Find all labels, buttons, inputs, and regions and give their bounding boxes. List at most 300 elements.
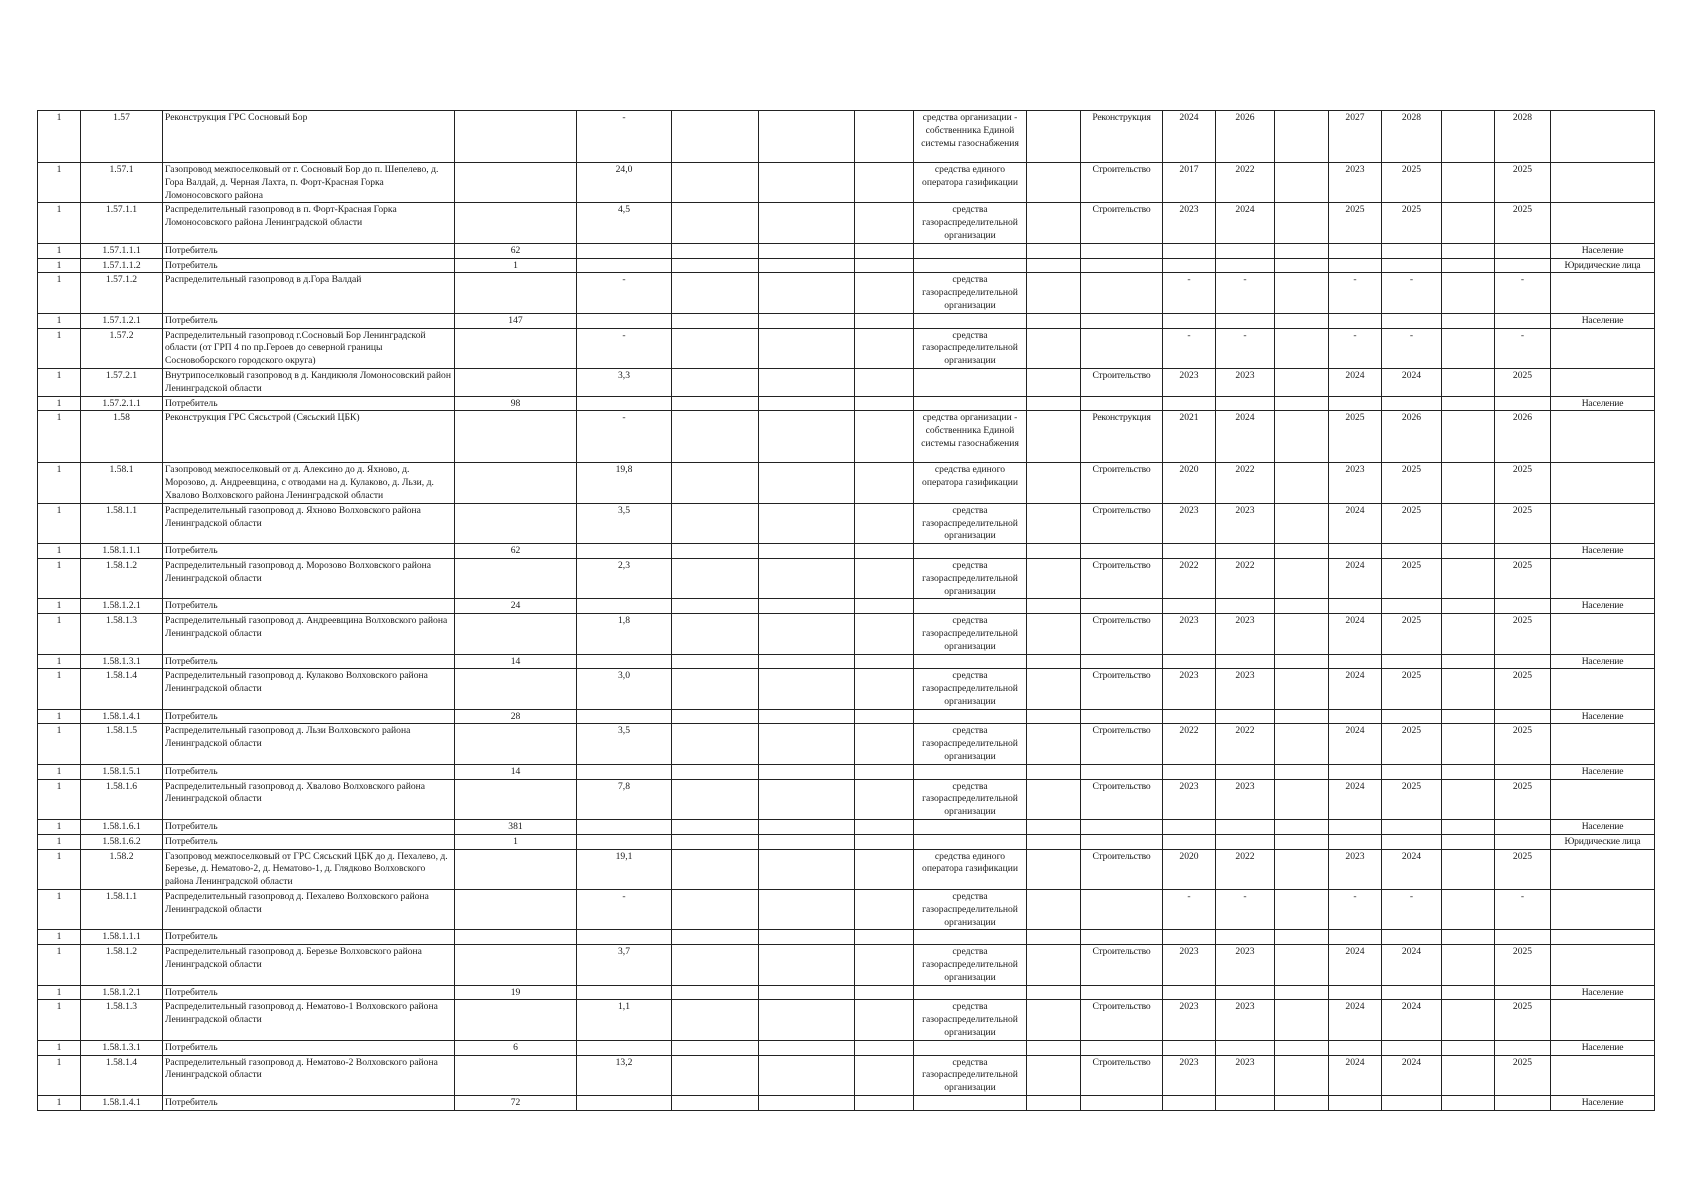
table-row [38, 779, 1655, 819]
col-consumers-cell [455, 503, 577, 543]
col-year-4-cell [1382, 985, 1442, 1000]
col-empty-10-cell [1027, 820, 1081, 835]
col-work-type-cell [1081, 1040, 1163, 1055]
col-consumer-type-cell: Население [1551, 764, 1655, 779]
col-year-1-cell: 2021 [1163, 411, 1216, 463]
col-empty-14-cell [1275, 411, 1329, 463]
col-empty-6-cell [672, 1055, 759, 1095]
col-year-3-cell: 2024 [1329, 1055, 1382, 1095]
table-row [38, 669, 1655, 709]
table-row [38, 724, 1655, 764]
col-name-cell: Газопровод межпоселковый от г. Сосновый Бор до п. Шепелево, д. Гора Валдай, д. Черная Лахта, п. Форт-Красная Горка Ломоносовского района [163, 163, 455, 203]
col-name-cell: Распределительный газопровод в д.Гора Валдай [163, 273, 455, 313]
col-code-cell: 1.58.1.4.1 [81, 709, 163, 724]
table-row [38, 1000, 1655, 1040]
col-year-2-cell: 2022 [1216, 463, 1275, 503]
col-empty-8-cell [855, 111, 914, 163]
col-year-2-cell: - [1216, 273, 1275, 313]
col-year-3-cell [1329, 709, 1382, 724]
col-name-cell: Внутрипоселковый газопровод в д. Кандикюля Ломоносовский район Ленинградской области [163, 368, 455, 396]
col-empty-8-cell [855, 328, 914, 368]
col-work-type-cell [1081, 544, 1163, 559]
col-empty-17-cell [1442, 258, 1495, 273]
col-empty-10-cell [1027, 985, 1081, 1000]
col-empty-17-cell [1442, 1000, 1495, 1040]
col-consumers-cell: 14 [455, 654, 577, 669]
col-length-cell: 4,5 [577, 203, 672, 243]
col-year-3-cell [1329, 313, 1382, 328]
col-empty-10-cell [1027, 930, 1081, 945]
col-year-3-cell [1329, 544, 1382, 559]
col-consumers-cell [455, 163, 577, 203]
col-consumer-type-cell [1551, 779, 1655, 819]
col-index-cell: 1 [38, 820, 81, 835]
col-year-5-cell: 2025 [1495, 203, 1551, 243]
col-consumers-cell [455, 463, 577, 503]
col-funding-cell: средства единого оператора газификации [914, 163, 1027, 203]
col-index-cell: 1 [38, 503, 81, 543]
col-empty-7-cell [759, 849, 855, 889]
col-name-cell: Распределительный газопровод д. Яхново Волховского района Ленинградской области [163, 503, 455, 543]
col-consumers-cell [455, 368, 577, 396]
col-year-5-cell [1495, 243, 1551, 258]
col-name-cell: Распределительный газопровод д. Льзи Волховского района Ленинградской области [163, 724, 455, 764]
col-empty-7-cell [759, 558, 855, 598]
col-name-cell: Потребитель [163, 599, 455, 614]
col-year-4-cell: 2025 [1382, 779, 1442, 819]
col-name-cell: Потребитель [163, 654, 455, 669]
col-year-5-cell: 2025 [1495, 463, 1551, 503]
col-empty-14-cell [1275, 111, 1329, 163]
col-empty-10-cell [1027, 273, 1081, 313]
col-code-cell: 1.58.1.2.1 [81, 599, 163, 614]
col-consumer-type-cell [1551, 463, 1655, 503]
col-consumers-cell [455, 203, 577, 243]
col-empty-6-cell [672, 313, 759, 328]
col-length-cell [577, 834, 672, 849]
col-code-cell: 1.58.1 [81, 463, 163, 503]
col-year-2-cell: 2022 [1216, 163, 1275, 203]
col-empty-17-cell [1442, 313, 1495, 328]
col-year-2-cell: 2023 [1216, 1055, 1275, 1095]
col-empty-10-cell [1027, 558, 1081, 598]
col-empty-6-cell [672, 654, 759, 669]
table-row [38, 463, 1655, 503]
table-row [38, 313, 1655, 328]
col-year-5-cell [1495, 1040, 1551, 1055]
col-empty-14-cell [1275, 779, 1329, 819]
col-year-3-cell: - [1329, 273, 1382, 313]
col-empty-17-cell [1442, 1055, 1495, 1095]
col-name-cell: Распределительный газопровод в п. Форт-Красная Горка Ломоносовского района Ленинградской области [163, 203, 455, 243]
col-code-cell: 1.58.1.4 [81, 1055, 163, 1095]
col-year-4-cell: 2025 [1382, 163, 1442, 203]
col-work-type-cell: Строительство [1081, 614, 1163, 654]
col-empty-14-cell [1275, 313, 1329, 328]
col-empty-17-cell [1442, 709, 1495, 724]
col-year-1-cell: 2023 [1163, 669, 1216, 709]
col-name-cell: Распределительный газопровод д. Кулаково Волховского района Ленинградской области [163, 669, 455, 709]
col-year-2-cell [1216, 243, 1275, 258]
col-empty-14-cell [1275, 834, 1329, 849]
col-year-1-cell [1163, 1096, 1216, 1111]
col-year-4-cell [1382, 930, 1442, 945]
col-year-5-cell: 2025 [1495, 779, 1551, 819]
col-name-cell: Распределительный газопровод д. Морозово Волховского района Ленинградской области [163, 558, 455, 598]
col-year-1-cell: 2023 [1163, 203, 1216, 243]
col-empty-8-cell [855, 411, 914, 463]
col-year-4-cell [1382, 764, 1442, 779]
col-year-3-cell: 2024 [1329, 614, 1382, 654]
col-name-cell: Реконструкция ГРС Сясьстрой (Сясьский ЦБК) [163, 411, 455, 463]
col-empty-7-cell [759, 834, 855, 849]
col-empty-14-cell [1275, 985, 1329, 1000]
col-empty-7-cell [759, 945, 855, 985]
col-year-1-cell [1163, 930, 1216, 945]
table-row [38, 163, 1655, 203]
col-year-1-cell: 2017 [1163, 163, 1216, 203]
col-length-cell: - [577, 411, 672, 463]
col-year-4-cell: 2025 [1382, 724, 1442, 764]
col-empty-14-cell [1275, 654, 1329, 669]
col-length-cell: - [577, 890, 672, 930]
col-consumers-cell [455, 724, 577, 764]
col-consumer-type-cell: Население [1551, 243, 1655, 258]
col-year-4-cell [1382, 820, 1442, 835]
col-funding-cell [914, 313, 1027, 328]
col-name-cell: Потребитель [163, 930, 455, 945]
col-length-cell: 3,7 [577, 945, 672, 985]
col-code-cell: 1.57.1.1.2 [81, 258, 163, 273]
col-year-5-cell: 2025 [1495, 368, 1551, 396]
col-year-1-cell: 2022 [1163, 558, 1216, 598]
col-empty-7-cell [759, 820, 855, 835]
col-empty-17-cell [1442, 599, 1495, 614]
col-year-2-cell: - [1216, 328, 1275, 368]
col-year-4-cell [1382, 599, 1442, 614]
table-row [38, 945, 1655, 985]
col-empty-8-cell [855, 724, 914, 764]
col-work-type-cell [1081, 313, 1163, 328]
col-consumer-type-cell [1551, 558, 1655, 598]
col-empty-7-cell [759, 544, 855, 559]
col-year-4-cell [1382, 313, 1442, 328]
col-funding-cell [914, 709, 1027, 724]
col-empty-6-cell [672, 930, 759, 945]
col-index-cell: 1 [38, 368, 81, 396]
col-year-2-cell: 2023 [1216, 503, 1275, 543]
col-code-cell: 1.58.1.1 [81, 890, 163, 930]
col-empty-14-cell [1275, 1000, 1329, 1040]
col-funding-cell [914, 243, 1027, 258]
col-year-4-cell: 2024 [1382, 945, 1442, 985]
col-empty-6-cell [672, 203, 759, 243]
col-index-cell: 1 [38, 930, 81, 945]
col-consumers-cell [455, 614, 577, 654]
col-work-type-cell: Строительство [1081, 503, 1163, 543]
col-empty-17-cell [1442, 368, 1495, 396]
col-year-2-cell [1216, 654, 1275, 669]
col-empty-14-cell [1275, 709, 1329, 724]
col-year-5-cell: 2025 [1495, 503, 1551, 543]
col-work-type-cell: Строительство [1081, 945, 1163, 985]
col-year-1-cell [1163, 820, 1216, 835]
col-empty-14-cell [1275, 463, 1329, 503]
col-empty-14-cell [1275, 203, 1329, 243]
col-year-2-cell: 2023 [1216, 368, 1275, 396]
col-empty-7-cell [759, 654, 855, 669]
col-year-2-cell [1216, 834, 1275, 849]
col-funding-cell: средства единого оператора газификации [914, 849, 1027, 889]
col-funding-cell: средства организации - собственника Единой системы газоснабжения [914, 111, 1027, 163]
col-empty-7-cell [759, 328, 855, 368]
col-year-5-cell: 2025 [1495, 849, 1551, 889]
col-index-cell: 1 [38, 203, 81, 243]
col-code-cell: 1.58.1.1.1 [81, 930, 163, 945]
col-name-cell: Потребитель [163, 243, 455, 258]
col-consumers-cell [455, 111, 577, 163]
col-consumers-cell [455, 328, 577, 368]
col-empty-7-cell [759, 779, 855, 819]
col-year-5-cell: 2025 [1495, 1055, 1551, 1095]
col-year-2-cell [1216, 764, 1275, 779]
col-consumer-type-cell: Население [1551, 599, 1655, 614]
col-index-cell: 1 [38, 945, 81, 985]
col-year-2-cell [1216, 313, 1275, 328]
col-index-cell: 1 [38, 709, 81, 724]
col-name-cell: Потребитель [163, 709, 455, 724]
table-row [38, 368, 1655, 396]
col-empty-14-cell [1275, 368, 1329, 396]
col-empty-6-cell [672, 411, 759, 463]
col-year-2-cell [1216, 1096, 1275, 1111]
table-row [38, 1040, 1655, 1055]
col-length-cell [577, 243, 672, 258]
col-index-cell: 1 [38, 1096, 81, 1111]
col-year-1-cell [1163, 985, 1216, 1000]
col-name-cell: Реконструкция ГРС Сосновый Бор [163, 111, 455, 163]
col-length-cell: 19,8 [577, 463, 672, 503]
col-consumers-cell [455, 558, 577, 598]
col-empty-14-cell [1275, 764, 1329, 779]
col-consumer-type-cell [1551, 411, 1655, 463]
col-empty-10-cell [1027, 328, 1081, 368]
col-year-3-cell [1329, 258, 1382, 273]
col-empty-17-cell [1442, 985, 1495, 1000]
col-year-3-cell: 2024 [1329, 669, 1382, 709]
col-index-cell: 1 [38, 599, 81, 614]
col-length-cell [577, 313, 672, 328]
col-year-4-cell: 2024 [1382, 368, 1442, 396]
col-funding-cell: средства газораспределительной организации [914, 945, 1027, 985]
col-consumer-type-cell: Юридические лица [1551, 834, 1655, 849]
table-row [38, 328, 1655, 368]
col-empty-17-cell [1442, 273, 1495, 313]
col-empty-10-cell [1027, 111, 1081, 163]
col-work-type-cell [1081, 930, 1163, 945]
col-empty-6-cell [672, 1096, 759, 1111]
col-index-cell: 1 [38, 654, 81, 669]
col-code-cell: 1.58.1.4 [81, 669, 163, 709]
col-code-cell: 1.58.1.6.1 [81, 820, 163, 835]
col-funding-cell: средства газораспределительной организации [914, 503, 1027, 543]
col-year-5-cell [1495, 985, 1551, 1000]
col-code-cell: 1.58.1.3 [81, 614, 163, 654]
col-length-cell: - [577, 328, 672, 368]
col-funding-cell: средства газораспределительной организации [914, 558, 1027, 598]
col-empty-6-cell [672, 368, 759, 396]
col-code-cell: 1.58.1.1 [81, 503, 163, 543]
col-empty-17-cell [1442, 111, 1495, 163]
col-index-cell: 1 [38, 243, 81, 258]
col-length-cell [577, 820, 672, 835]
col-empty-8-cell [855, 243, 914, 258]
col-year-5-cell: 2025 [1495, 163, 1551, 203]
col-empty-7-cell [759, 1040, 855, 1055]
col-consumers-cell: 19 [455, 985, 577, 1000]
col-year-4-cell [1382, 1040, 1442, 1055]
col-year-3-cell: - [1329, 890, 1382, 930]
col-year-2-cell: 2024 [1216, 411, 1275, 463]
col-year-1-cell: 2023 [1163, 1055, 1216, 1095]
col-consumer-type-cell [1551, 724, 1655, 764]
col-consumer-type-cell: Население [1551, 985, 1655, 1000]
col-consumers-cell: 72 [455, 1096, 577, 1111]
table-row [38, 654, 1655, 669]
table-row [38, 203, 1655, 243]
table-row [38, 273, 1655, 313]
col-year-4-cell: 2026 [1382, 411, 1442, 463]
col-funding-cell [914, 258, 1027, 273]
col-length-cell [577, 764, 672, 779]
col-consumer-type-cell [1551, 368, 1655, 396]
table-row [38, 243, 1655, 258]
col-year-3-cell [1329, 820, 1382, 835]
col-year-4-cell: 2025 [1382, 669, 1442, 709]
col-empty-7-cell [759, 1055, 855, 1095]
col-length-cell: 2,3 [577, 558, 672, 598]
col-funding-cell [914, 396, 1027, 411]
col-year-3-cell: 2024 [1329, 779, 1382, 819]
col-consumer-type-cell: Население [1551, 544, 1655, 559]
col-year-5-cell [1495, 834, 1551, 849]
col-length-cell: 3,5 [577, 503, 672, 543]
col-year-2-cell [1216, 985, 1275, 1000]
col-code-cell: 1.57.1.1 [81, 203, 163, 243]
col-year-3-cell [1329, 764, 1382, 779]
col-consumers-cell: 14 [455, 764, 577, 779]
col-funding-cell [914, 654, 1027, 669]
col-empty-17-cell [1442, 834, 1495, 849]
col-empty-10-cell [1027, 1040, 1081, 1055]
col-name-cell: Потребитель [163, 1040, 455, 1055]
col-empty-10-cell [1027, 503, 1081, 543]
col-name-cell: Газопровод межпоселковый от д. Алексино до д. Яхново, д. Морозово, д. Андреевщина, с отводами на д. Кулаково, д. Льзи, д. Хвалово Волховского района Ленинградской области [163, 463, 455, 503]
col-year-5-cell: - [1495, 890, 1551, 930]
col-index-cell: 1 [38, 764, 81, 779]
col-year-2-cell: 2023 [1216, 1000, 1275, 1040]
col-empty-10-cell [1027, 463, 1081, 503]
col-empty-8-cell [855, 163, 914, 203]
col-year-1-cell: 2023 [1163, 1000, 1216, 1040]
col-index-cell: 1 [38, 1055, 81, 1095]
col-work-type-cell [1081, 243, 1163, 258]
col-empty-10-cell [1027, 654, 1081, 669]
col-empty-6-cell [672, 709, 759, 724]
col-empty-17-cell [1442, 945, 1495, 985]
col-work-type-cell: Реконструкция [1081, 111, 1163, 163]
col-year-1-cell: - [1163, 273, 1216, 313]
col-empty-8-cell [855, 1055, 914, 1095]
col-empty-8-cell [855, 544, 914, 559]
col-consumers-cell [455, 1055, 577, 1095]
col-code-cell: 1.58.1.6 [81, 779, 163, 819]
col-funding-cell: средства газораспределительной организации [914, 1055, 1027, 1095]
table-row [38, 411, 1655, 463]
col-year-2-cell: - [1216, 890, 1275, 930]
col-length-cell [577, 930, 672, 945]
col-code-cell: 1.58.1.6.2 [81, 834, 163, 849]
col-length-cell [577, 258, 672, 273]
col-year-5-cell [1495, 544, 1551, 559]
table-row [38, 544, 1655, 559]
col-empty-10-cell [1027, 1096, 1081, 1111]
col-year-3-cell [1329, 243, 1382, 258]
col-empty-8-cell [855, 273, 914, 313]
col-empty-8-cell [855, 669, 914, 709]
col-empty-14-cell [1275, 890, 1329, 930]
col-empty-10-cell [1027, 258, 1081, 273]
col-empty-6-cell [672, 724, 759, 764]
col-year-4-cell: 2024 [1382, 1055, 1442, 1095]
col-length-cell: 19,1 [577, 849, 672, 889]
table-row [38, 890, 1655, 930]
col-empty-6-cell [672, 985, 759, 1000]
col-empty-6-cell [672, 463, 759, 503]
col-empty-7-cell [759, 503, 855, 543]
col-funding-cell [914, 599, 1027, 614]
col-name-cell: Распределительный газопровод д. Хвалово Волховского района Ленинградской области [163, 779, 455, 819]
col-year-2-cell [1216, 709, 1275, 724]
col-length-cell [577, 985, 672, 1000]
col-funding-cell: средства газораспределительной организации [914, 779, 1027, 819]
col-code-cell: 1.58.1.5.1 [81, 764, 163, 779]
col-funding-cell: средства газораспределительной организации [914, 669, 1027, 709]
col-length-cell: 24,0 [577, 163, 672, 203]
col-empty-10-cell [1027, 890, 1081, 930]
col-empty-6-cell [672, 243, 759, 258]
col-empty-14-cell [1275, 396, 1329, 411]
col-work-type-cell [1081, 820, 1163, 835]
col-funding-cell [914, 764, 1027, 779]
col-empty-8-cell [855, 890, 914, 930]
col-empty-14-cell [1275, 1040, 1329, 1055]
col-funding-cell: средства газораспределительной организации [914, 614, 1027, 654]
table-row [38, 258, 1655, 273]
col-name-cell: Потребитель [163, 313, 455, 328]
col-empty-14-cell [1275, 614, 1329, 654]
col-code-cell: 1.58.1.2.1 [81, 985, 163, 1000]
col-empty-10-cell [1027, 764, 1081, 779]
col-work-type-cell [1081, 709, 1163, 724]
col-year-5-cell: - [1495, 328, 1551, 368]
col-empty-10-cell [1027, 243, 1081, 258]
col-empty-17-cell [1442, 1040, 1495, 1055]
col-empty-8-cell [855, 654, 914, 669]
col-empty-6-cell [672, 111, 759, 163]
col-funding-cell [914, 544, 1027, 559]
col-empty-14-cell [1275, 163, 1329, 203]
